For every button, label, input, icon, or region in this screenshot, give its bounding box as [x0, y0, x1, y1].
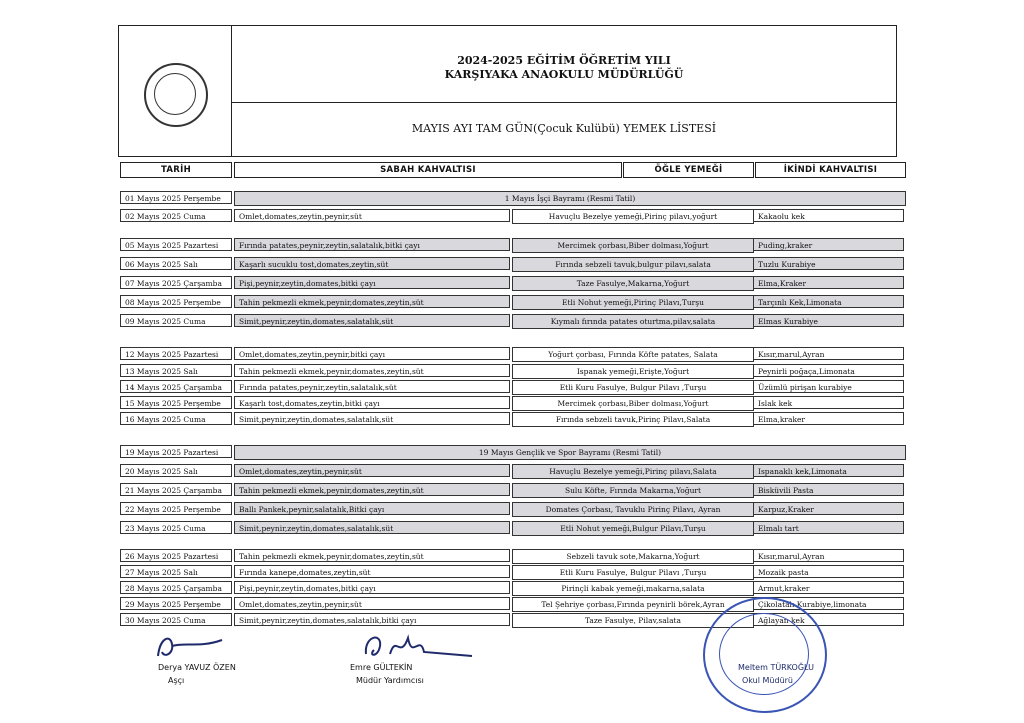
cook-role: Aşçı	[168, 676, 185, 685]
date-cell: 28 Mayıs 2025 Çarşamba	[120, 581, 232, 594]
snack-cell: Elma,kraker	[753, 412, 904, 425]
cook-name: Derya YAVUZ ÖZEN	[158, 663, 236, 672]
breakfast-cell: Simit,peynir,zeytin,domates,salatalık,bitki çayı	[234, 613, 510, 626]
snack-cell: Kısır,marul,Ayran	[753, 549, 904, 562]
snack-cell: Mozaik pasta	[753, 565, 904, 578]
date-cell: 27 Mayıs 2025 Salı	[120, 565, 232, 578]
lunch-cell: Fırında sebzeli tavuk,Pirinç Pilavı,Salata	[512, 412, 754, 427]
date-cell: 20 Mayıs 2025 Salı	[120, 464, 232, 477]
snack-cell: Kakaolu kek	[753, 209, 904, 222]
lunch-cell: Taze Fasulye,Makarna,Yoğurt	[512, 276, 754, 291]
holiday-cell: 19 Mayıs Gençlik ve Spor Bayramı (Resmi Tatil)	[234, 445, 906, 460]
table-row	[120, 314, 904, 328]
date-cell: 29 Mayıs 2025 Perşembe	[120, 597, 232, 610]
column-header-date: TARİH	[120, 162, 232, 178]
breakfast-cell: Omlet,domates,zeytin,peynir,bitki çayı	[234, 347, 510, 360]
table-row	[120, 238, 904, 252]
snack-cell: Üzümlü pirişan kurabiye	[753, 380, 904, 393]
table-row	[120, 412, 904, 426]
lunch-cell: Ispanak yemeği,Erişte,Yoğurt	[512, 364, 754, 379]
table-row	[120, 191, 904, 205]
breakfast-cell: Kaşarlı sucuklu tost,domates,zeytin,süt	[234, 257, 510, 270]
lunch-cell: Etli Kuru Fasulye, Bulgur Pilavı ,Turşu	[512, 565, 754, 580]
lunch-cell: Yoğurt çorbası, Fırında Köfte patates, Salata	[512, 347, 754, 362]
table-row	[120, 396, 904, 410]
table-row	[120, 257, 904, 271]
ministry-logo-icon	[144, 63, 208, 127]
table-row	[120, 347, 904, 361]
table-row	[120, 276, 904, 290]
breakfast-cell: Omlet,domates,zeytin,peynir,süt	[234, 597, 510, 610]
snack-cell: Ispanaklı kek,Limonata	[753, 464, 904, 477]
snack-cell: Elmalı tart	[753, 521, 904, 534]
table-row	[120, 295, 904, 309]
snack-cell: Tuzlu Kurabiye	[753, 257, 904, 270]
snack-cell: Çikolatalı Kurabiye,limonata	[753, 597, 904, 610]
lunch-cell: Taze Fasulye, Pilav,salata	[512, 613, 754, 628]
date-cell: 02 Mayıs 2025 Cuma	[120, 209, 232, 222]
cook-signature-icon	[150, 630, 230, 662]
date-cell: 01 Mayıs 2025 Perşembe	[120, 191, 232, 204]
lunch-cell: Mercimek çorbası,Biber dolması,Yoğurt	[512, 396, 754, 411]
breakfast-cell: Simit,peynir,zeytin,domates,salatalık,süt	[234, 412, 510, 425]
breakfast-cell: Simit,peynir,zeytin,domates,salatalık,süt	[234, 314, 510, 327]
date-cell: 13 Mayıs 2025 Salı	[120, 364, 232, 377]
table-row	[120, 565, 904, 579]
snack-cell: Puding,kraker	[753, 238, 904, 251]
breakfast-cell: Pişi,peynir,zeytin,domates,bitki çayı	[234, 581, 510, 594]
date-cell: 16 Mayıs 2025 Cuma	[120, 412, 232, 425]
principal-name: Meltem TÜRKOĞLU	[738, 663, 814, 672]
holiday-cell: 1 Mayıs İşçi Bayramı (Resmi Tatil)	[234, 191, 906, 206]
breakfast-cell: Pişi,peynir,zeytin,domates,bitki çayı	[234, 276, 510, 289]
lunch-cell: Pirinçli kabak yemeği,makarna,salata	[512, 581, 754, 596]
date-cell: 07 Mayıs 2025 Çarşamba	[120, 276, 232, 289]
breakfast-cell: Omlet,domates,zeytin,peynir,süt	[234, 209, 510, 222]
school-year-title: 2024-2025 EĞİTİM ÖĞRETİM YILI	[457, 54, 671, 67]
date-cell: 06 Mayıs 2025 Salı	[120, 257, 232, 270]
date-cell: 22 Mayıs 2025 Perşembe	[120, 502, 232, 515]
breakfast-cell: Tahin pekmezli ekmek,peynir,domates,zeytin,süt	[234, 549, 510, 562]
table-row	[120, 581, 904, 595]
table-row	[120, 464, 904, 478]
breakfast-cell: Kaşarlı tost,domates,zeytin,bitki çayı	[234, 396, 510, 409]
date-cell: 15 Mayıs 2025 Perşembe	[120, 396, 232, 409]
snack-cell: Armut,kraker	[753, 581, 904, 594]
snack-cell: Tarçınlı Kek,Limonata	[753, 295, 904, 308]
table-row	[120, 209, 904, 223]
table-row	[120, 380, 904, 394]
snack-cell: Bisküvili Pasta	[753, 483, 904, 496]
lunch-cell: Mercimek çorbası,Biber dolması,Yoğurt	[512, 238, 754, 253]
title-divider	[232, 102, 896, 103]
principal-role: Okul Müdürü	[742, 676, 793, 685]
date-cell: 09 Mayıs 2025 Cuma	[120, 314, 232, 327]
logo-inner-ring	[154, 73, 196, 115]
snack-cell: Islak kek	[753, 396, 904, 409]
header-box	[118, 25, 897, 157]
lunch-cell: Sulu Köfte, Fırında Makarna,Yoğurt	[512, 483, 754, 498]
date-cell: 23 Mayıs 2025 Cuma	[120, 521, 232, 534]
lunch-cell: Fırında sebzeli tavuk,bulgur pilavı,salata	[512, 257, 754, 272]
lunch-cell: Etli Kuru Fasulye, Bulgur Pilavı ,Turşu	[512, 380, 754, 395]
lunch-cell: Havuçlu Bezelye yemeği,Pirinç pilavı,yoğurt	[512, 209, 754, 224]
date-cell: 08 Mayıs 2025 Perşembe	[120, 295, 232, 308]
date-cell: 26 Mayıs 2025 Pazartesi	[120, 549, 232, 562]
table-row	[120, 521, 904, 535]
lunch-cell: Sebzeli tavuk sote,Makarna,Yoğurt	[512, 549, 754, 564]
snack-cell: Peynirli poğaça,Limonata	[753, 364, 904, 377]
date-cell: 21 Mayıs 2025 Çarşamba	[120, 483, 232, 496]
snack-cell: Elmas Kurabiye	[753, 314, 904, 327]
lunch-cell: Etli Nohut yemeği,Bulgur Pilavı,Turşu	[512, 521, 754, 536]
breakfast-cell: Tahin pekmezli ekmek,peynir,domates,zeytin,süt	[234, 364, 510, 377]
lunch-cell: Etli Nohut yemeği,Pirinç Pilavı,Turşu	[512, 295, 754, 310]
breakfast-cell: Simit,peynir,zeytin,domates,salatalık,süt	[234, 521, 510, 534]
breakfast-cell: Omlet,domates,zeytin,peynir,süt	[234, 464, 510, 477]
column-header-snack: İKİNDİ KAHVALTISI	[755, 162, 906, 178]
lunch-cell: Domates Çorbası, Tavuklu Pirinç Pilavı, Ayran	[512, 502, 754, 517]
school-name-title: KARŞIYAKA ANAOKULU MÜDÜRLÜĞÜ	[444, 68, 684, 81]
table-row	[120, 364, 904, 378]
column-header-breakfast: SABAH KAHVALTISI	[234, 162, 622, 178]
table-row	[120, 502, 904, 516]
breakfast-cell: Tahin pekmezli ekmek,peynir,domates,zeytin,süt	[234, 483, 510, 496]
column-header-lunch: ÖĞLE YEMEĞİ	[623, 162, 754, 178]
deputy-signature-icon	[360, 630, 480, 666]
deputy-name: Emre GÜLTEKİN	[350, 663, 413, 672]
date-cell: 05 Mayıs 2025 Pazartesi	[120, 238, 232, 251]
deputy-role: Müdür Yardımcısı	[356, 676, 424, 685]
lunch-cell: Kıymalı fırında patates oturtma,pilav,salata	[512, 314, 754, 329]
table-row	[120, 549, 904, 563]
snack-cell: Karpuz,Kraker	[753, 502, 904, 515]
date-cell: 19 Mayıs 2025 Pazartesi	[120, 445, 232, 458]
snack-cell: Elma,Kraker	[753, 276, 904, 289]
snack-cell: Kısır,marul,Ayran	[753, 347, 904, 360]
menu-title: MAYIS AYI TAM GÜN(Çocuk Kulübü) YEMEK LİSTESİ	[411, 122, 717, 135]
lunch-cell: Tel Şehriye çorbası,Fırında peynirli börek,Ayran	[512, 597, 754, 612]
breakfast-cell: Fırında patates,peynir,zeytin,salatalık,bitki çayı	[234, 238, 510, 251]
date-cell: 14 Mayıs 2025 Çarşamba	[120, 380, 232, 393]
breakfast-cell: Tahin pekmezli ekmek,peynir,domates,zeytin,süt	[234, 295, 510, 308]
snack-cell: Ağlayan kek	[753, 613, 904, 626]
school-stamp-icon	[703, 597, 827, 713]
lunch-cell: Havuçlu Bezelye yemeği,Pirinç pilavı,Salata	[512, 464, 754, 479]
date-cell: 12 Mayıs 2025 Pazartesi	[120, 347, 232, 360]
table-row	[120, 483, 904, 497]
logo-cell	[119, 26, 232, 156]
date-cell: 30 Mayıs 2025 Cuma	[120, 613, 232, 626]
breakfast-cell: Fırında kanepe,domates,zeytin,süt	[234, 565, 510, 578]
breakfast-cell: Fırında patates,peynir,zeytin,salatalık,süt	[234, 380, 510, 393]
table-row	[120, 445, 904, 459]
breakfast-cell: Ballı Pankek,peynir,salatalık,Bitki çayı	[234, 502, 510, 515]
